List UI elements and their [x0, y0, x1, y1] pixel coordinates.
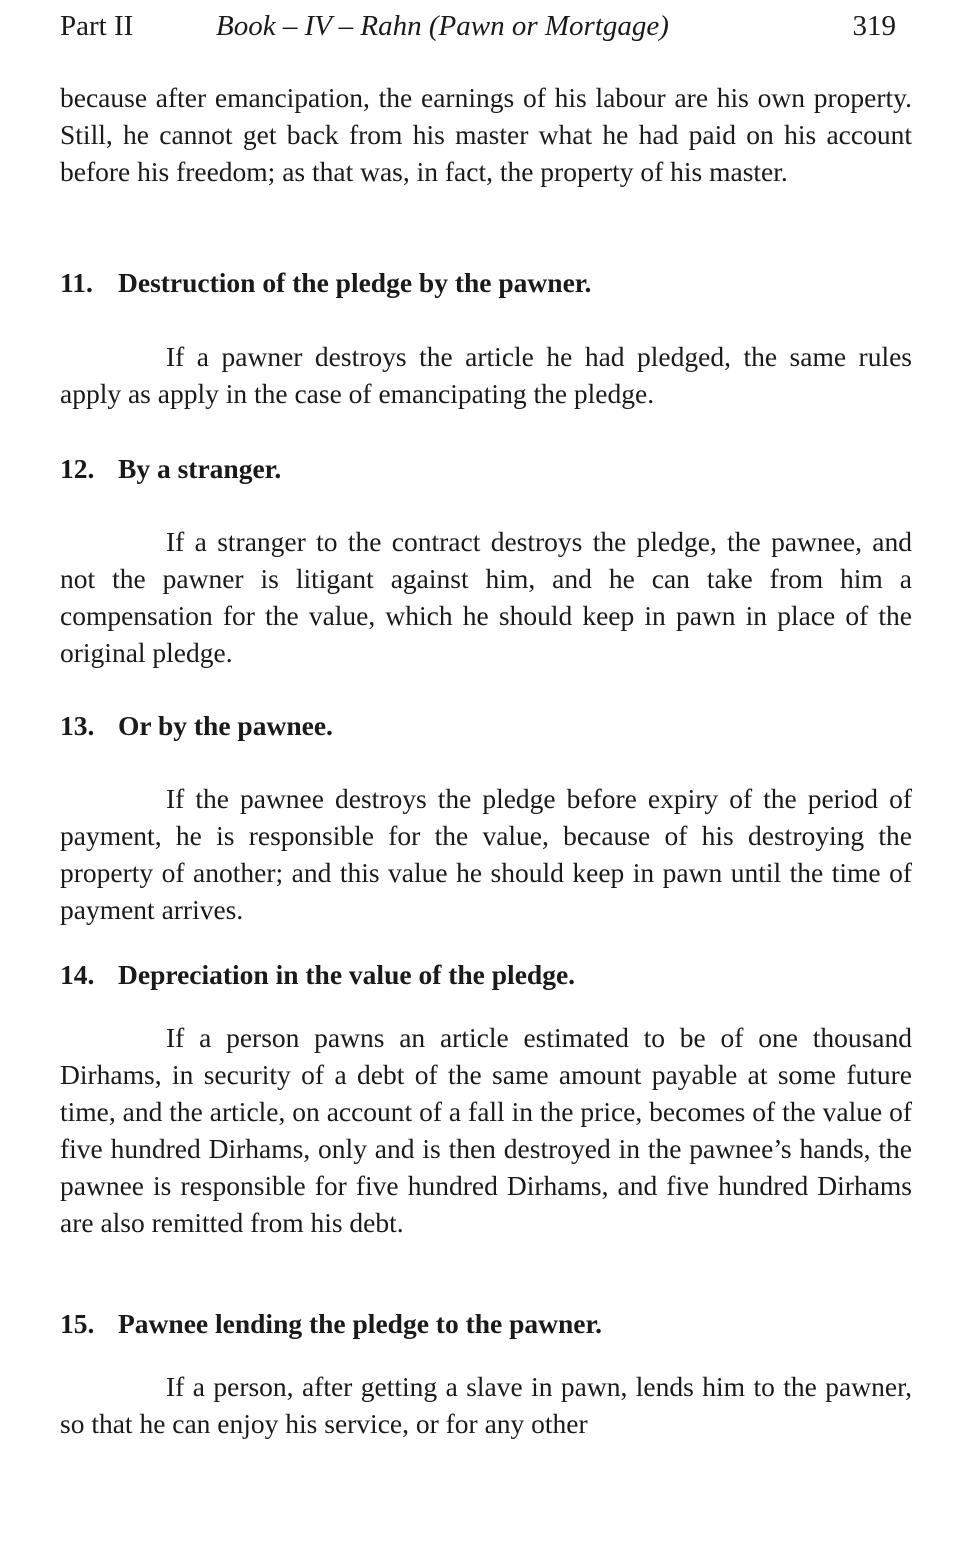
section-paragraph: If a pawner destroys the article he had pledged, the same rules apply as apply in the case of emancipating the pledge.	[60, 341, 912, 409]
section-body-11	[60, 338, 912, 412]
page-number: 319	[852, 10, 896, 42]
header-book-title: Book – IV – Rahn (Pawn or Mortgage)	[216, 10, 669, 42]
intro-paragraph-block	[60, 79, 912, 190]
section-title: By a stranger.	[118, 453, 282, 484]
section-number: 12.	[60, 453, 95, 484]
section-heading-15	[60, 1305, 912, 1342]
intro-paragraph: because after emancipation, the earnings of his labour are his own property. Still, he cannot get back from his master what he had paid on his account before his freedom; as that was, in fact, the property of his master.	[60, 82, 912, 187]
section-number: 15.	[60, 1308, 95, 1339]
section-body-12	[60, 523, 912, 671]
section-body-13	[60, 780, 912, 928]
section-paragraph: If the pawnee destroys the pledge before expiry of the period of payment, he is responsible for the value, because of his destroying the property of another; and this value he should keep in pawn until the time of payment arrives.	[60, 783, 912, 925]
section-heading-14	[60, 956, 912, 993]
section-body-14	[60, 1019, 912, 1241]
section-number: 11.	[60, 267, 93, 298]
section-body-15	[60, 1368, 912, 1442]
running-header	[60, 6, 900, 46]
section-title: Pawnee lending the pledge to the pawner.	[118, 1308, 603, 1339]
section-paragraph: If a person, after getting a slave in pawn, lends him to the pawner, so that he can enjoy his service, or for any other	[60, 1371, 912, 1439]
section-paragraph: If a stranger to the contract destroys the pledge, the pawnee, and not the pawner is litigant against him, and he can take from him a compensation for the value, which he should keep in pawn in place of the original pledge.	[60, 526, 912, 668]
section-paragraph: If a person pawns an article estimated to be of one thousand Dirhams, in security of a debt of the same amount payable at some future time, and the article, on account of a fall in the price, becomes of the value of five hundred Dirhams, only and is then destroyed in the pawnee’s hands, the pawnee is responsible for five hundred Dirhams, and five hundred Dirhams are also remitted from his debt.	[60, 1022, 912, 1238]
section-heading-13	[60, 707, 912, 744]
section-title: Destruction of the pledge by the pawner.	[118, 267, 592, 298]
section-number: 13.	[60, 710, 95, 741]
section-number: 14.	[60, 959, 95, 990]
section-heading-12	[60, 450, 912, 487]
header-part: Part II	[60, 10, 134, 42]
section-title: Depreciation in the value of the pledge.	[118, 959, 576, 990]
section-heading-11	[60, 264, 912, 301]
section-title: Or by the pawnee.	[118, 710, 333, 741]
